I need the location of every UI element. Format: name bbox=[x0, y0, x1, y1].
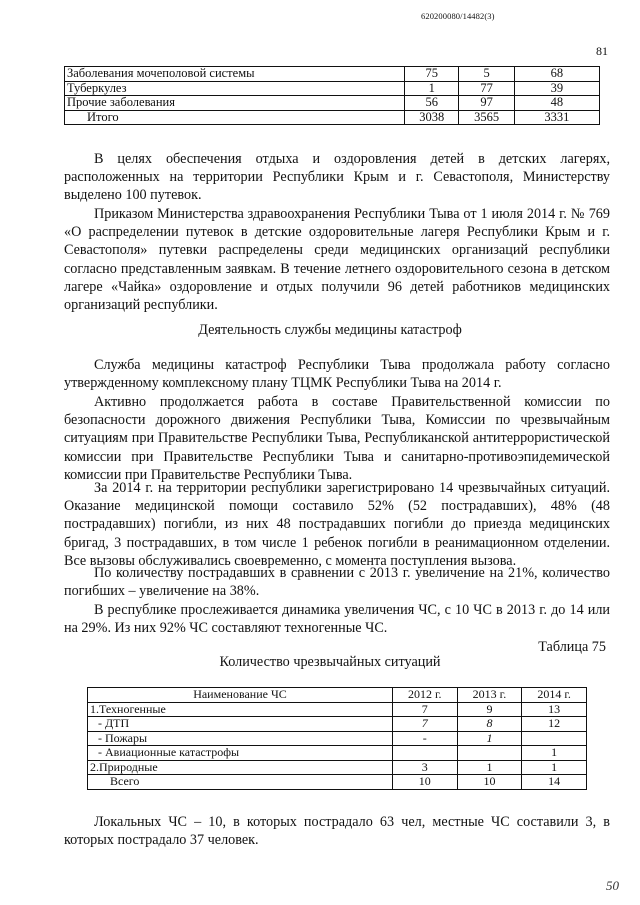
paragraph: В целях обеспечения отдыха и оздоровления детей в детских лагерях, расположенных на территории Республики Крым и г. Севастополя, Министерству выделено 100 путевок. bbox=[64, 151, 610, 204]
table-cell: 13 bbox=[522, 702, 587, 717]
paragraph: За 2014 г. на территории республики зарегистрировано 14 чрезвычайных ситуаций. Оказание медицинской помощи составило 52% (52 пострадавших), 48% (48 пострадавших) погибли, из них 48 пострадавших погибли до приезда медицинских бригад, 3 пострадавших, в том числе 1 ребенок погибли в реанимационном отделении. Все вызовы обслуживались своевременно, с момента поступления вызова. bbox=[64, 480, 610, 569]
table-cell: 10 bbox=[457, 775, 522, 790]
disease-table bbox=[64, 66, 600, 125]
table-cell: 2.Природные bbox=[88, 760, 393, 775]
column-header: 2012 г. bbox=[392, 688, 457, 703]
table-cell: Всего bbox=[88, 775, 393, 790]
table-cell: - Авиационные катастрофы bbox=[88, 746, 393, 761]
table-row bbox=[88, 760, 587, 775]
table-cell bbox=[457, 746, 522, 761]
table-cell: - ДТП bbox=[88, 717, 393, 732]
table-row bbox=[65, 81, 600, 96]
table-row-total bbox=[88, 775, 587, 790]
paragraph: Служба медицины катастроф Республики Тыва продолжала работу согласно утвержденному комплексному плану ТЦМК Республики Тыва на 2014 г. bbox=[64, 357, 610, 392]
table-row bbox=[65, 96, 600, 111]
table-cell: 1 bbox=[457, 760, 522, 775]
table-cell: 97 bbox=[459, 96, 514, 111]
table-cell: 3331 bbox=[514, 110, 599, 125]
paragraph: Активно продолжается работа в составе Правительственной комиссии по безопасности дорожного движения Республики Тыва, Комиссии по чрезвычайным ситуациям при Правительстве Республики Тыва, Республиканской антитеррористической комиссии при Правительстве Республики Тыва и санитарно-противоэпидемической комиссии при Правительстве Республики Тыва. bbox=[64, 394, 610, 483]
table-cell: 1 bbox=[405, 81, 459, 96]
table-row bbox=[65, 67, 600, 82]
table-title: Количество чрезвычайных ситуаций bbox=[219, 654, 441, 670]
table-cell: 3565 bbox=[459, 110, 514, 125]
table-cell: 3038 bbox=[405, 110, 459, 125]
table-cell: 1.Техногенные bbox=[88, 702, 393, 717]
table-cell: 1 bbox=[522, 746, 587, 761]
handwritten-page-mark: 50 bbox=[606, 878, 619, 893]
paragraph: В республике прослеживается динамика увеличения ЧС, с 10 ЧС в 2013 г. до 14 или на 29%. Из них 92% ЧС составляют техногенные ЧС. bbox=[64, 602, 610, 637]
table-cell: 77 bbox=[459, 81, 514, 96]
table-row bbox=[88, 702, 587, 717]
table-cell: 39 bbox=[514, 81, 599, 96]
paragraph: Локальных ЧС – 10, в которых пострадало 63 чел, местные ЧС составили 3, в которых пострадало 37 человек. bbox=[64, 814, 610, 849]
table-cell: 1 bbox=[522, 760, 587, 775]
table-cell bbox=[522, 731, 587, 746]
table-cell: Заболевания мочеполовой системы bbox=[65, 67, 405, 82]
table-label: Таблица 75 bbox=[538, 639, 606, 655]
table-cell: 1 bbox=[457, 731, 522, 746]
table-cell: 3 bbox=[392, 760, 457, 775]
page-number: 81 bbox=[596, 44, 608, 58]
table-cell: 10 bbox=[392, 775, 457, 790]
table-cell: 8 bbox=[457, 717, 522, 732]
table-row bbox=[88, 746, 587, 761]
table-cell: - Пожары bbox=[88, 731, 393, 746]
table-header-row bbox=[88, 688, 587, 703]
table-cell bbox=[392, 746, 457, 761]
table-cell: - bbox=[392, 731, 457, 746]
table-cell: 68 bbox=[514, 67, 599, 82]
table-cell: Прочие заболевания bbox=[65, 96, 405, 111]
column-header: Наименование ЧС bbox=[88, 688, 393, 703]
table-cell: 56 bbox=[405, 96, 459, 111]
table-cell: 5 bbox=[459, 67, 514, 82]
table-cell: 48 bbox=[514, 96, 599, 111]
paragraph: Приказом Министерства здравоохранения Республики Тыва от 1 июля 2014 г. № 769 «О распределении путевок в детские оздоровительные лагеря Республики Крым и г. Севастополя» путевки распределены среди медицинских организаций республики согласно представленным заявкам. В течение летнего оздоровительного сезона в детском лагере «Чайка» оздоровление и отдых получили 96 детей работников медицинских организаций республики. bbox=[64, 206, 610, 314]
table-cell: Туберкулез bbox=[65, 81, 405, 96]
table-cell: 7 bbox=[392, 717, 457, 732]
table-cell: 14 bbox=[522, 775, 587, 790]
table-row bbox=[88, 731, 587, 746]
table-cell: 9 bbox=[457, 702, 522, 717]
document-id: 620200080/14482(3) bbox=[421, 11, 495, 21]
section-heading: Деятельность службы медицины катастроф bbox=[198, 322, 462, 338]
column-header: 2013 г. bbox=[457, 688, 522, 703]
table-cell: Итого bbox=[65, 110, 405, 125]
emergency-table bbox=[87, 687, 587, 790]
table-row bbox=[88, 717, 587, 732]
table-cell: 12 bbox=[522, 717, 587, 732]
paragraph: По количеству пострадавших в сравнении с 2013 г. увеличение на 21%, количество погибших – увеличение на 38%. bbox=[64, 565, 610, 600]
table-cell: 75 bbox=[405, 67, 459, 82]
table-row-total bbox=[65, 110, 600, 125]
table-cell: 7 bbox=[392, 702, 457, 717]
column-header: 2014 г. bbox=[522, 688, 587, 703]
